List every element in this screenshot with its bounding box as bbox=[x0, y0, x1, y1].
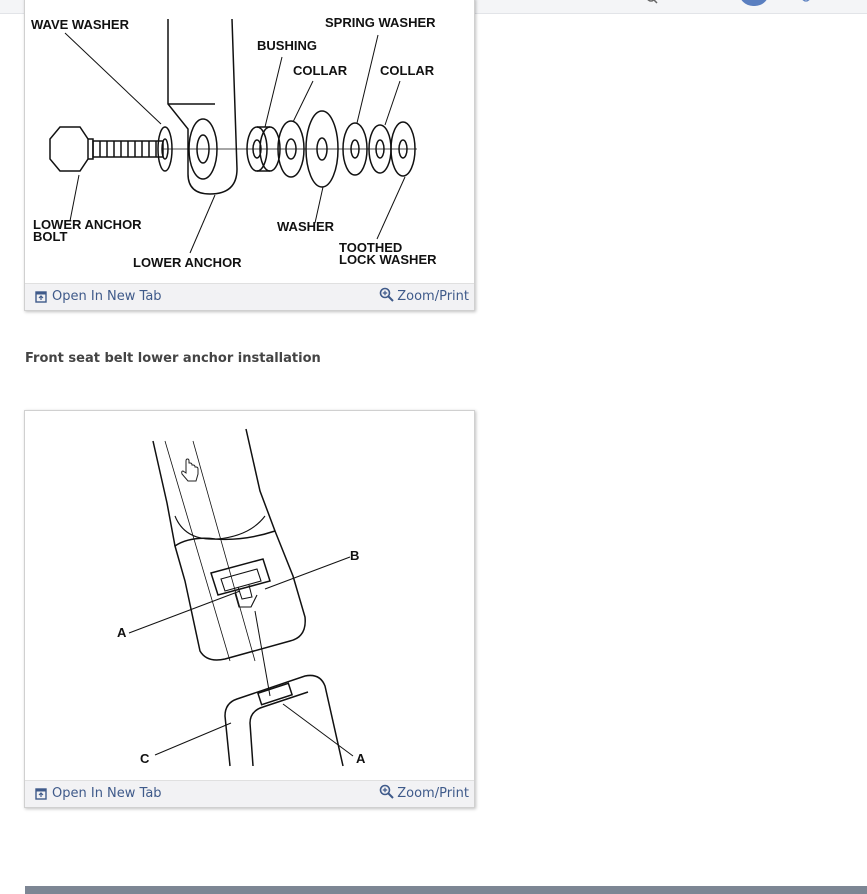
search-icon[interactable] bbox=[646, 0, 658, 6]
label-washer: WASHER bbox=[277, 219, 335, 234]
hand-cursor-icon bbox=[182, 459, 198, 481]
label-b: B bbox=[350, 548, 360, 563]
label-c: C bbox=[140, 751, 150, 766]
label-lower-anchor: LOWER ANCHOR bbox=[133, 255, 242, 270]
figure-toolbar bbox=[25, 780, 474, 807]
zoom-print-label: Zoom/Print bbox=[397, 786, 469, 801]
label-collar-1: COLLAR bbox=[293, 63, 348, 78]
open-in-new-tab-link[interactable] bbox=[35, 289, 162, 304]
label-spring-washer: SPRING WASHER bbox=[325, 15, 436, 30]
footer-bar bbox=[25, 886, 867, 894]
label-toothed-line2: LOCK WASHER bbox=[339, 252, 437, 267]
notification-icon[interactable] bbox=[790, 0, 812, 6]
label-lower-anchor-bolt-line1: LOWER ANCHOR bbox=[33, 217, 142, 232]
figure-toolbar bbox=[25, 283, 474, 310]
open-new-tab-icon bbox=[35, 291, 47, 303]
figure-caption: Front seat belt lower anchor installation bbox=[25, 351, 321, 366]
figure-lower-anchor-exploded bbox=[24, 0, 475, 311]
avatar[interactable] bbox=[739, 0, 769, 6]
open-in-new-tab-label: Open In New Tab bbox=[52, 786, 162, 801]
label-wave-washer: WAVE WASHER bbox=[31, 17, 129, 32]
label-collar-2: COLLAR bbox=[380, 63, 435, 78]
figure-seat-belt-installation bbox=[24, 410, 475, 808]
label-bushing: BUSHING bbox=[257, 38, 317, 53]
zoom-print-label: Zoom/Print bbox=[397, 289, 469, 304]
open-in-new-tab-label: Open In New Tab bbox=[52, 289, 162, 304]
seat-belt-installation-diagram bbox=[25, 411, 474, 780]
zoom-print-link[interactable] bbox=[379, 289, 469, 304]
zoom-in-icon bbox=[379, 784, 394, 799]
label-toothed-line1: TOOTHED bbox=[339, 240, 403, 255]
zoom-in-icon bbox=[379, 287, 394, 302]
lower-anchor-exploded-diagram bbox=[25, 0, 474, 283]
label-lower-anchor-bolt-line2: BOLT bbox=[33, 229, 68, 244]
zoom-print-link[interactable] bbox=[379, 786, 469, 801]
label-a-right: A bbox=[356, 751, 366, 766]
open-new-tab-icon bbox=[35, 788, 47, 800]
label-a-left: A bbox=[117, 625, 127, 640]
open-in-new-tab-link[interactable] bbox=[35, 786, 162, 801]
